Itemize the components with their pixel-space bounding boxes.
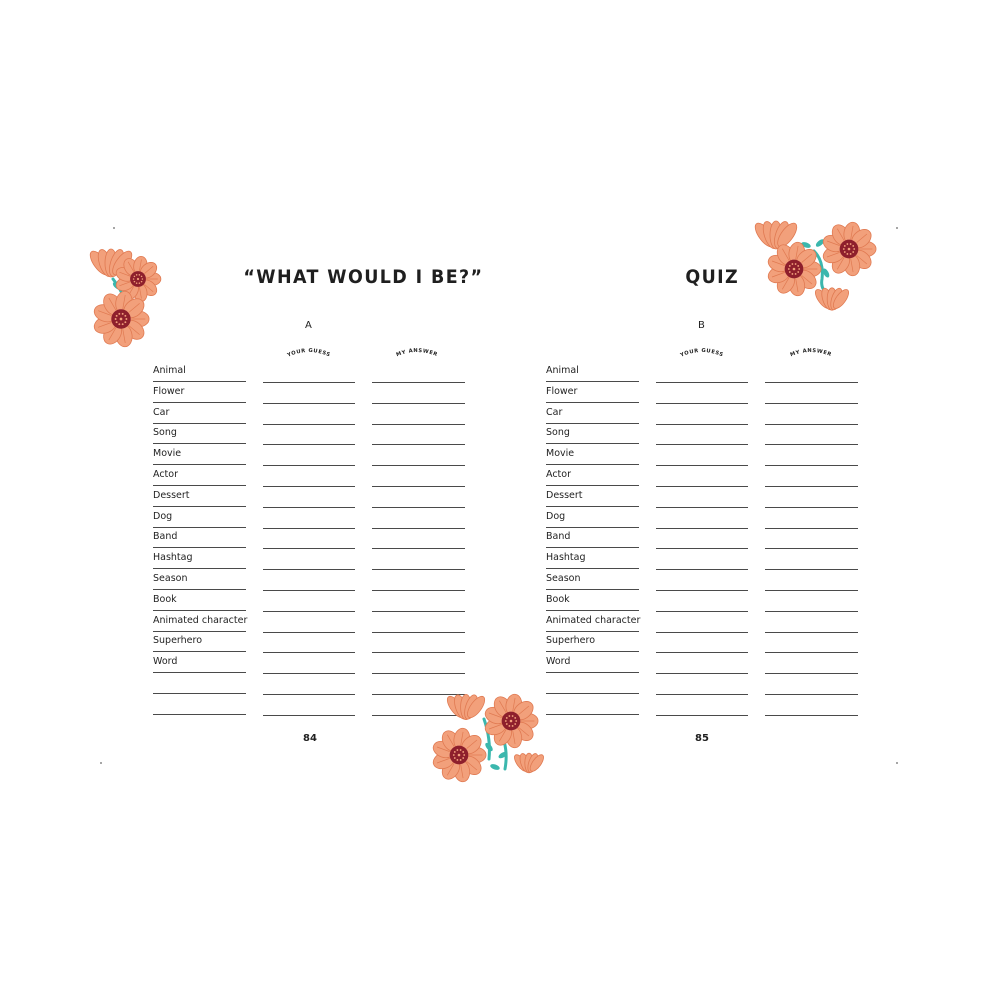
flower-bud-icon: [512, 752, 546, 773]
row-label: Book: [546, 590, 639, 611]
your-guess-label: YOUR GUESS: [679, 347, 725, 359]
table-row: [500, 444, 897, 465]
guess-line[interactable]: [263, 527, 355, 549]
table-row: [500, 527, 897, 548]
page-edge-mark: [896, 227, 898, 229]
table-row: [500, 403, 897, 424]
page-number-right: 85: [695, 733, 709, 744]
row-label: Flower: [153, 382, 246, 403]
guess-line[interactable]: [263, 486, 355, 508]
answer-line[interactable]: [372, 486, 465, 508]
flower-cluster-top-left: [103, 231, 163, 351]
svg-text:MY ANSWER: [396, 348, 439, 358]
row-label: Band: [153, 527, 246, 548]
table-row: [103, 527, 500, 548]
table-row: [103, 403, 500, 424]
page-number-left: 84: [303, 733, 317, 744]
row-label: Movie: [153, 444, 246, 465]
row-label: Hashtag: [153, 548, 246, 569]
guess-line[interactable]: [263, 403, 355, 425]
guess-line[interactable]: [263, 382, 355, 404]
table-row: [500, 590, 897, 611]
guess-line[interactable]: [656, 694, 748, 716]
row-label: [153, 694, 246, 715]
guess-line[interactable]: [656, 673, 748, 695]
answer-line[interactable]: [765, 548, 858, 570]
table-row: [500, 694, 897, 715]
answer-line[interactable]: [765, 569, 858, 591]
guess-line[interactable]: [656, 652, 748, 674]
guess-line[interactable]: [656, 382, 748, 404]
row-label: [546, 694, 639, 715]
answer-line[interactable]: [765, 652, 858, 674]
answer-line[interactable]: [372, 507, 465, 529]
guess-line[interactable]: [656, 444, 748, 466]
table-row: [500, 361, 897, 382]
page-edge-mark: [113, 227, 115, 229]
table-row: [103, 382, 500, 403]
flower-cluster-top-right: [754, 231, 898, 313]
table-row: [103, 423, 500, 444]
answer-line[interactable]: [372, 361, 465, 383]
row-label: Superhero: [546, 631, 639, 652]
guess-line[interactable]: [263, 465, 355, 487]
my-answer-heading: [776, 341, 846, 361]
answer-line[interactable]: [372, 403, 465, 425]
row-label: Word: [153, 652, 246, 673]
table-row: [500, 611, 897, 632]
row-label: Actor: [153, 465, 246, 486]
answer-line[interactable]: [372, 631, 465, 653]
guess-line[interactable]: [263, 423, 355, 445]
guess-line[interactable]: [656, 611, 748, 633]
answer-line[interactable]: [372, 423, 465, 445]
right-page-title: QUIZ: [685, 266, 740, 288]
answer-line[interactable]: [372, 590, 465, 612]
table-row: [103, 611, 500, 632]
guess-line[interactable]: [263, 631, 355, 653]
guess-line[interactable]: [656, 527, 748, 549]
row-label: Song: [546, 423, 639, 444]
row-label: Car: [546, 403, 639, 424]
row-label: Season: [153, 569, 246, 590]
answer-line[interactable]: [372, 382, 465, 404]
table-row: [103, 361, 500, 382]
row-label: Animated character: [153, 611, 246, 632]
answer-line[interactable]: [372, 548, 465, 570]
answer-line[interactable]: [372, 652, 465, 674]
answer-line[interactable]: [765, 465, 858, 487]
row-label: Dog: [153, 507, 246, 528]
your-guess-heading: [667, 341, 737, 361]
table-row: [103, 569, 500, 590]
guess-line[interactable]: [263, 361, 355, 383]
answer-line[interactable]: [765, 673, 858, 695]
table-row: [103, 548, 500, 569]
guess-line[interactable]: [263, 507, 355, 529]
row-label: Car: [153, 403, 246, 424]
answer-line[interactable]: [765, 694, 858, 716]
row-label: Book: [153, 590, 246, 611]
svg-text:YOUR GUESS: [679, 348, 725, 359]
guess-line[interactable]: [263, 444, 355, 466]
guess-line[interactable]: [656, 361, 748, 383]
table-row: [500, 486, 897, 507]
flower-icon: [766, 241, 821, 297]
guess-line[interactable]: [656, 423, 748, 445]
guess-line[interactable]: [656, 403, 748, 425]
table-row: [103, 590, 500, 611]
table-row: [500, 652, 897, 673]
guess-line[interactable]: [263, 673, 355, 695]
guess-line[interactable]: [263, 611, 355, 633]
guess-line[interactable]: [656, 507, 748, 529]
answer-line[interactable]: [372, 527, 465, 549]
left-page-title: “WHAT WOULD I BE?”: [243, 266, 484, 288]
row-label: Actor: [546, 465, 639, 486]
flower-icon: [431, 727, 486, 783]
answer-line[interactable]: [765, 444, 858, 466]
row-label: Flower: [546, 382, 639, 403]
my-answer-label: MY ANSWER: [789, 347, 833, 359]
your-guess-heading: [274, 341, 344, 361]
table-row: [500, 569, 897, 590]
row-label: Animal: [546, 361, 639, 382]
guess-line[interactable]: [263, 548, 355, 570]
row-label: Song: [153, 423, 246, 444]
table-row: [103, 486, 500, 507]
table-row: [500, 507, 897, 528]
svg-text:YOUR GUESS: [286, 348, 332, 359]
your-guess-label: YOUR GUESS: [286, 347, 332, 359]
answer-line[interactable]: [765, 361, 858, 383]
row-label: Dog: [546, 507, 639, 528]
flower-bud-icon: [813, 287, 852, 311]
table-row: [103, 465, 500, 486]
answer-line[interactable]: [765, 382, 858, 404]
page-edge-mark: [100, 762, 102, 764]
column-letter-a: A: [305, 320, 312, 331]
table-row: [500, 423, 897, 444]
row-label: Season: [546, 569, 639, 590]
my-answer-heading: [382, 341, 452, 361]
answer-line[interactable]: [372, 611, 465, 633]
answer-line[interactable]: [765, 590, 858, 612]
book-spread: [103, 231, 898, 773]
answer-line[interactable]: [765, 403, 858, 425]
row-label: Animated character: [546, 611, 639, 632]
guess-line[interactable]: [263, 590, 355, 612]
leaf-icon: [489, 763, 500, 771]
table-row: [500, 465, 897, 486]
table-row: [103, 652, 500, 673]
answer-line[interactable]: [765, 486, 858, 508]
column-letter-b: B: [698, 320, 705, 331]
guess-line[interactable]: [263, 652, 355, 674]
answer-line[interactable]: [372, 444, 465, 466]
guess-line[interactable]: [656, 465, 748, 487]
guess-line[interactable]: [656, 631, 748, 653]
row-label: Dessert: [153, 486, 246, 507]
my-answer-label: MY ANSWER: [395, 347, 439, 359]
row-label: Dessert: [546, 486, 639, 507]
row-label: Movie: [546, 444, 639, 465]
flower-icon: [483, 693, 538, 749]
guess-line[interactable]: [263, 694, 355, 716]
row-label: Hashtag: [546, 548, 639, 569]
page-edge-mark: [896, 762, 898, 764]
row-label: [153, 673, 246, 694]
answer-line[interactable]: [765, 631, 858, 653]
row-label: Band: [546, 527, 639, 548]
table-row: [500, 548, 897, 569]
table-row: [500, 382, 897, 403]
answer-line[interactable]: [765, 527, 858, 549]
flower-cluster-bottom-center: [429, 689, 554, 773]
table-row: [103, 507, 500, 528]
guess-line[interactable]: [656, 590, 748, 612]
table-row: [500, 673, 897, 694]
flower-bud-icon: [444, 693, 488, 720]
answer-line[interactable]: [765, 611, 858, 633]
guess-line[interactable]: [656, 548, 748, 570]
svg-text:MY ANSWER: [790, 348, 833, 358]
table-row: [500, 631, 897, 652]
guess-line[interactable]: [656, 569, 748, 591]
row-label: Animal: [153, 361, 246, 382]
row-label: Word: [546, 652, 639, 673]
flower-icon: [821, 221, 876, 277]
table-row: [103, 444, 500, 465]
row-label: Superhero: [153, 631, 246, 652]
guess-line[interactable]: [263, 569, 355, 591]
answer-line[interactable]: [765, 507, 858, 529]
answer-line[interactable]: [372, 465, 465, 487]
guess-line[interactable]: [656, 486, 748, 508]
table-row: [103, 631, 500, 652]
answer-line[interactable]: [372, 569, 465, 591]
row-label: [546, 673, 639, 694]
answer-line[interactable]: [765, 423, 858, 445]
